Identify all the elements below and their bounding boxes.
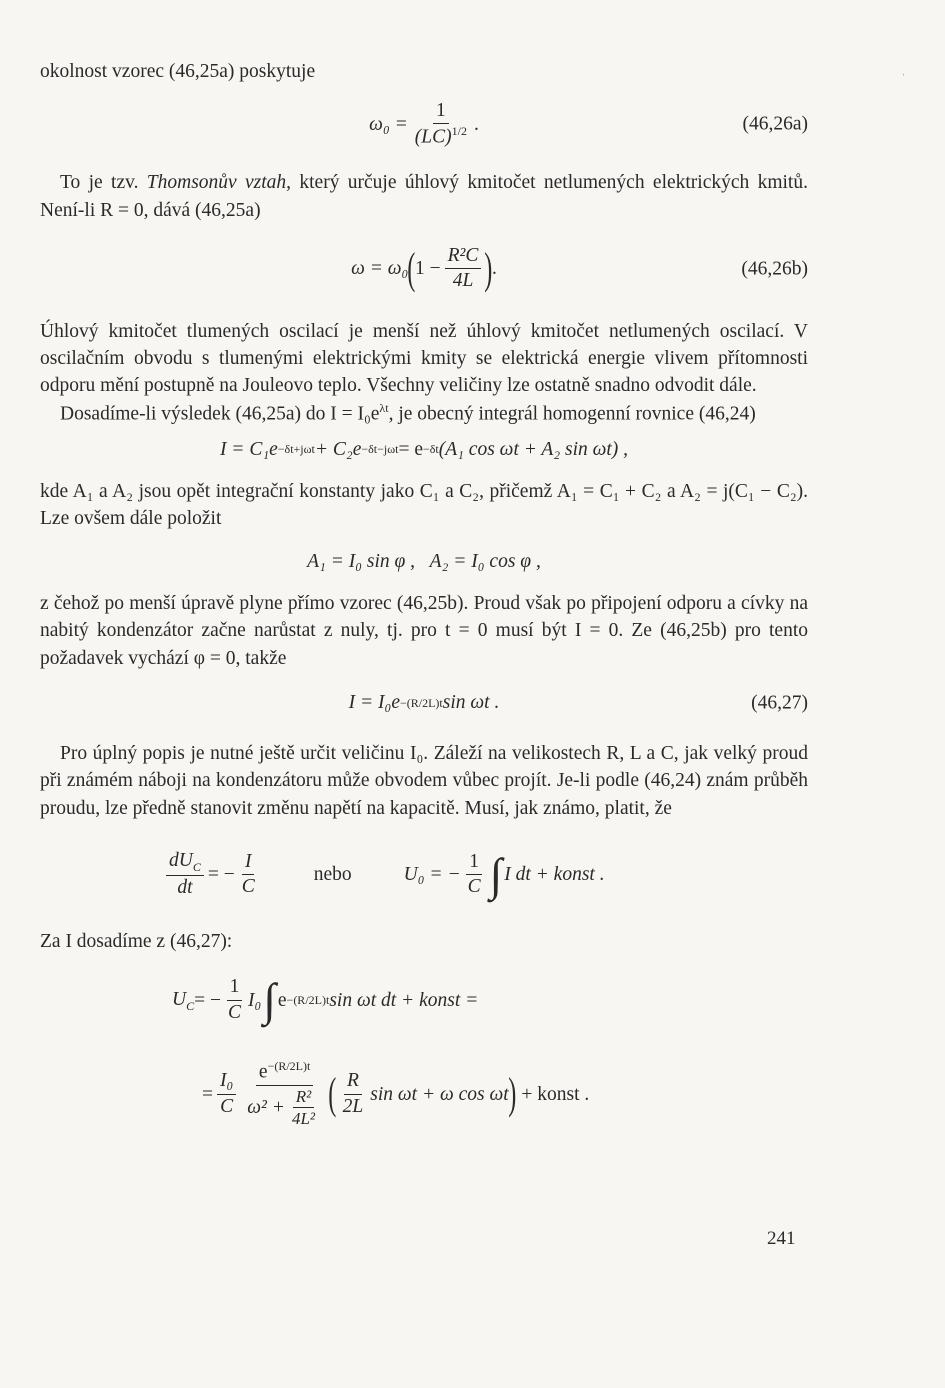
equation-uc-line2: = $\frac{\text{I₀}}{C}$ $e^{-(R/2L)t}$ ω² + $\frac{\text{R²}}{\text{4L²}}$ ( $\frac{R}{2L}$ sin ωt + ω cos ωt ) + konst . [202,1059,590,1129]
equation-general-integral: I = C₁e −δt+jωt + C₂e −δt−jωt = e −δt (A₁ cos ωt + A₂ sin ωt) , [219,438,629,460]
right-paren: ) [508,1069,517,1119]
paragraph-5: kde A₁ a A₂ jsou opět integrační konstanty jako C₁ a C₂, přičemž A₁ = C₁ + C₂ a A₂ = j(C₁ − C₂). Lze ovšem dále položit [40,480,808,529]
paragraph-2: To je tzv. Thomsonův vztah, který určuje úhlový kmitočet netlumených elektrických kmitů. Není-li R = 0, dává (46,25a) [40,172,808,221]
equation-46-26a: ω₀ = $\frac{1}{(LC)^{1/2}}$ . (46,26a) [40,87,808,161]
paragraph-3: Úhlový kmitočet tlumených oscilací je menší než úhlový kmitočet netlumených oscilací. V oscilačním obvodu s tlumenými elektrickými kmity se elektrická energie vlivem přítomnosti odporu mění postupně na Jouleovo teplo. Všechny veličiny lze ostatně snadno odvodit dále. [40,320,808,397]
integral-sign: ∫ [263,974,276,1026]
speck: ˈ [902,73,906,84]
equation-label: (46,27) [751,692,808,714]
equation-uc-line1: $U_C$ = − $\frac{1}{C}$ I₀ ∫ e −(R/2L)t sin ωt dt + konst = [172,974,479,1026]
equation-46-26b: ω = ω₀ ( 1 − $\frac{\text{R²C}}{4L}$ ) . (46,26b) [351,243,808,293]
left-paren: ( [407,243,416,293]
page-number: 241 [767,1228,796,1249]
integral-sign: ∫ [489,848,503,900]
equation-voltage: $\frac{dU_C}{dt}$ = − $\frac{I}{C}$ nebo U₀ = − $\frac{1}{C}$ ∫ I dt + konst . [40,822,808,928]
paragraph-7: Pro úplný popis je nutné ještě určit veličinu I₀. Záleží na velikostech R, L a C, jak velký proud při známém náboji na kondenzátoru může obvodem vůbec projít. Je-li podle (46,24) znám průběh proudu, lze předně stanovit změnu napětí na kapacitě. Musí, jak známo, platit, že [40,743,808,819]
fraction: $\frac{1}{(LC)^{1/2}}$ [414,99,467,148]
paragraph-8: Za I dosadíme z (46,27): [40,930,233,952]
equation-46-27: I = I₀e −(R/2L)t sin ωt . (46,27) [40,672,808,734]
right-paren: ) [484,243,493,293]
equation-constants: A₁ = I₀ sin φ , A₂ = I₀ cos φ , [307,550,541,572]
page-body [40,58,808,1149]
paragraph-6: z čehož po menší úpravě plyne přímo vzorec (46,25b). Proud však po připojení odporu a cívky na nabitý kondenzátor začne narůstat z nuly, tj. pro t = 0 musí být I = 0. Ze (46,25b) pro tento požadavek vychází φ = 0, takže [40,593,808,669]
fraction: $\frac{\text{R²C}}{4L}$ [445,244,482,294]
left-paren: ( [328,1069,337,1119]
paragraph-4: Dosadíme-li výsledek (46,25a) do $I = I_0e^{\lambda t}$, je obecný integrál homogenní rovnice (46,24) [60,400,756,425]
equation-label: (46,26b) [741,258,808,280]
equation-label: (46,26a) [742,113,808,135]
paragraph-1: okolnost vzorec (46,25a) poskytuje [40,61,316,82]
